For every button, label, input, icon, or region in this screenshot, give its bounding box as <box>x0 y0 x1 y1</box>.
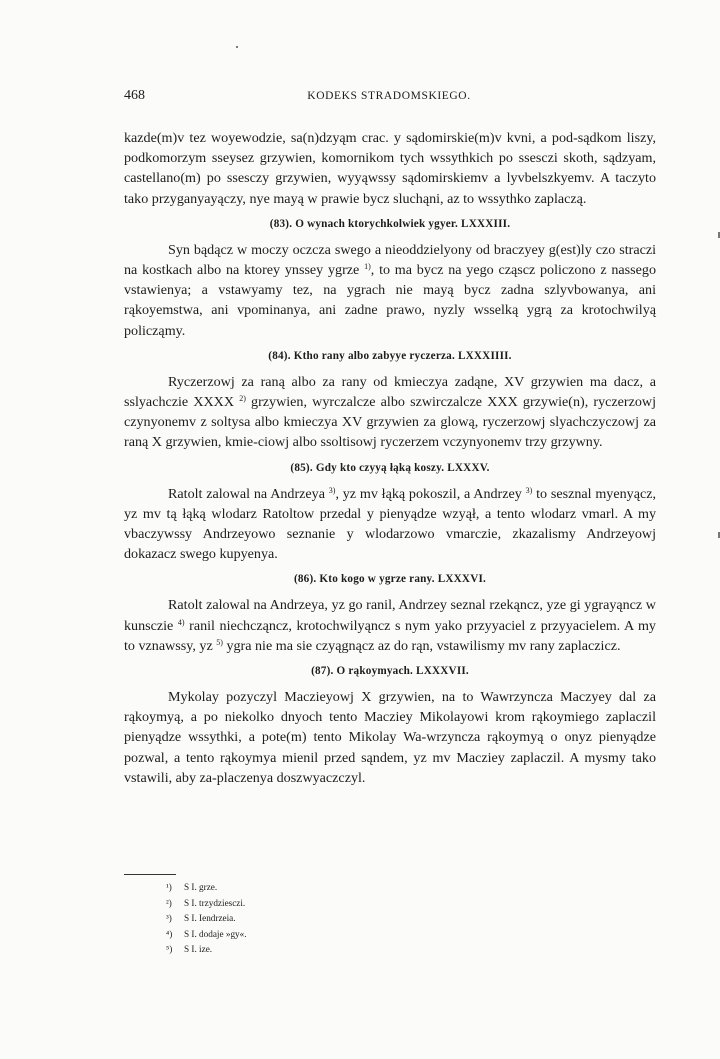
paragraph <box>124 484 656 565</box>
footnote-rule <box>124 874 176 875</box>
footnote-mark: ¹) <box>166 882 172 892</box>
page-number: 468 <box>124 88 145 103</box>
footnote-text: S I. Iendrzeia. <box>184 913 236 924</box>
footnote-text: S I. grze. <box>184 882 218 892</box>
text-run: , to ma bycz na yego cząscz policzono z nassego vstawienya; a vstawyamy tez, na ygrach nie mayą bycz zadna szlyvbowanya, ani rąkoyemstwa, ani vpominanya, ani zadne prawo, nyzly wsselką ygrą za krotochwilyą policząmy. <box>124 262 656 339</box>
footnote-text: S I. ize. <box>184 944 213 955</box>
text-run: Syn bądącz w moczy oczcza swego a nieoddzielyony od braczyey g(est)ly czo straczi na kostkach albo na ktorey ynssey ygrze <box>124 241 656 279</box>
text-run: ygra nie ma sie czyągnącz az do rąn, vstawilismy mv rany zaplaczicz. <box>222 637 621 654</box>
footnote-ref: 3) <box>328 485 336 495</box>
footnote <box>166 880 466 896</box>
text-run: , yz mv łąką pokoszil, a Andrzey <box>335 485 526 502</box>
footnotes <box>166 880 466 958</box>
footnote-ref: 5) <box>216 637 223 647</box>
text-run: Mykolay pozyczyl Maczieyowj X grzywien, na to Wawrzyncza Maczyey dal za rąkoymyą, a po niekolko dnyoch tento Macziey Mikolayowi krom rąkoymiego zaplaczil pienyądze wssythki, a pote(m) tento Mikolay Wa-wrzyncza rąkoymyą o onyz pienyądze pozwal, a tento rąkoymya mienil przed sąndem, yz mv Macziey zaplaczil. A mysmy tako vstawili, aby za-placzenya doszwyaczczyl. <box>124 689 656 786</box>
footnote-ref: 2) <box>239 394 246 404</box>
page-header <box>124 88 654 108</box>
footnote-text: S I. trzydziesczi. <box>184 897 246 908</box>
section-heading: (85). Gdy kto czyyą łąką koszy. LXXXV. <box>290 461 490 474</box>
running-title: KODEKS STRADOMSKIEGO. <box>307 90 471 102</box>
section-heading: (84). Ktho rany albo zabyye ryczerza. LXXXIIII. <box>268 349 512 362</box>
footnote-ref: 3) <box>525 485 533 495</box>
section-heading: (83). O wynach ktorychkolwiek ygyer. LXXXIII. <box>269 217 511 230</box>
text-run: Ratolt zalowal na Andrzeya <box>168 485 329 502</box>
footnote-mark: ³) <box>166 913 172 924</box>
footnote <box>166 911 466 927</box>
text-run: to sesznal myenyącz, yz mv tą łąką wlodarz Ratoltow przedal y pienyądze wzyął, a tento wlodarz vmarl. A my vbaczywssy Andrzeyowo seznanie y wlodarzowo vmarczie, zkazalismy Andrzeyowj dokazacz swego kupyenya. <box>124 485 656 563</box>
speck <box>236 46 238 48</box>
footnote <box>166 942 466 958</box>
paragraph <box>124 128 656 209</box>
footnote-text: S I. dodaje »gy«. <box>184 928 247 939</box>
text-run: grzywien, wyrczalcze albo szwirczalcze XXX grzywie(n), ryczerzowj czynyonemv z soltysa albo kmieczya XV grzywien za glową, ryczerzowj slyachczyczowj za raną X grzywien, kmie-ciowj albo ssoltisowj ryczerzem vczynyonemv trzy grzywny. <box>124 394 656 451</box>
paragraph <box>124 687 656 788</box>
section-heading: (87). O rąkoymyach. LXXXVII. <box>311 665 469 678</box>
paragraph <box>124 240 656 341</box>
footnote <box>166 896 466 912</box>
text-run: Ryczerzowj za raną albo za rany od kmieczya zadąne, XV grzywien ma dacz, a sslyachczie XXXX <box>124 373 656 411</box>
text-run: Ratolt zalowal na Andrzeya, yz go ranil, Andrzey seznal rzekąncz, yze gi ygrayąncz w kunsczie <box>124 597 656 634</box>
footnote-mark: ⁴) <box>166 928 173 939</box>
section-heading: (86). Kto kogo w ygrze rany. LXXXVI. <box>293 573 487 586</box>
footnote-mark: ⁵) <box>166 944 173 955</box>
body-text <box>124 128 656 788</box>
paragraph <box>124 372 656 453</box>
footnote <box>166 927 466 943</box>
paragraph <box>124 595 656 656</box>
text-run: kazde(m)v tez woyewodzie, sa(n)dzyąm crac. y sądomirskie(m)v kvni, a pod-sądkom liszy, podkomorzym sseysez grzywien, komornikom tych wssythkich po ssesczi skoth, sądzyam, castellano(m) po ssesczy grzywien, wyyąwssy sądomirskiemv a lyvbelszkyemv. A taczyto tako przyganyayączy, nye mayą w prawie bycz sluchąni, az to wssythko zaplaczą. <box>124 130 656 207</box>
footnote-ref: 1) <box>364 262 371 272</box>
footnote-mark: ²) <box>166 897 172 908</box>
footnote-ref: 4) <box>177 617 185 627</box>
text-run: ranil niechcząncz, krotochwilyąncz s nym yako przyyaciel z przyyacielem. A my to vznawssy, yz <box>124 617 656 654</box>
